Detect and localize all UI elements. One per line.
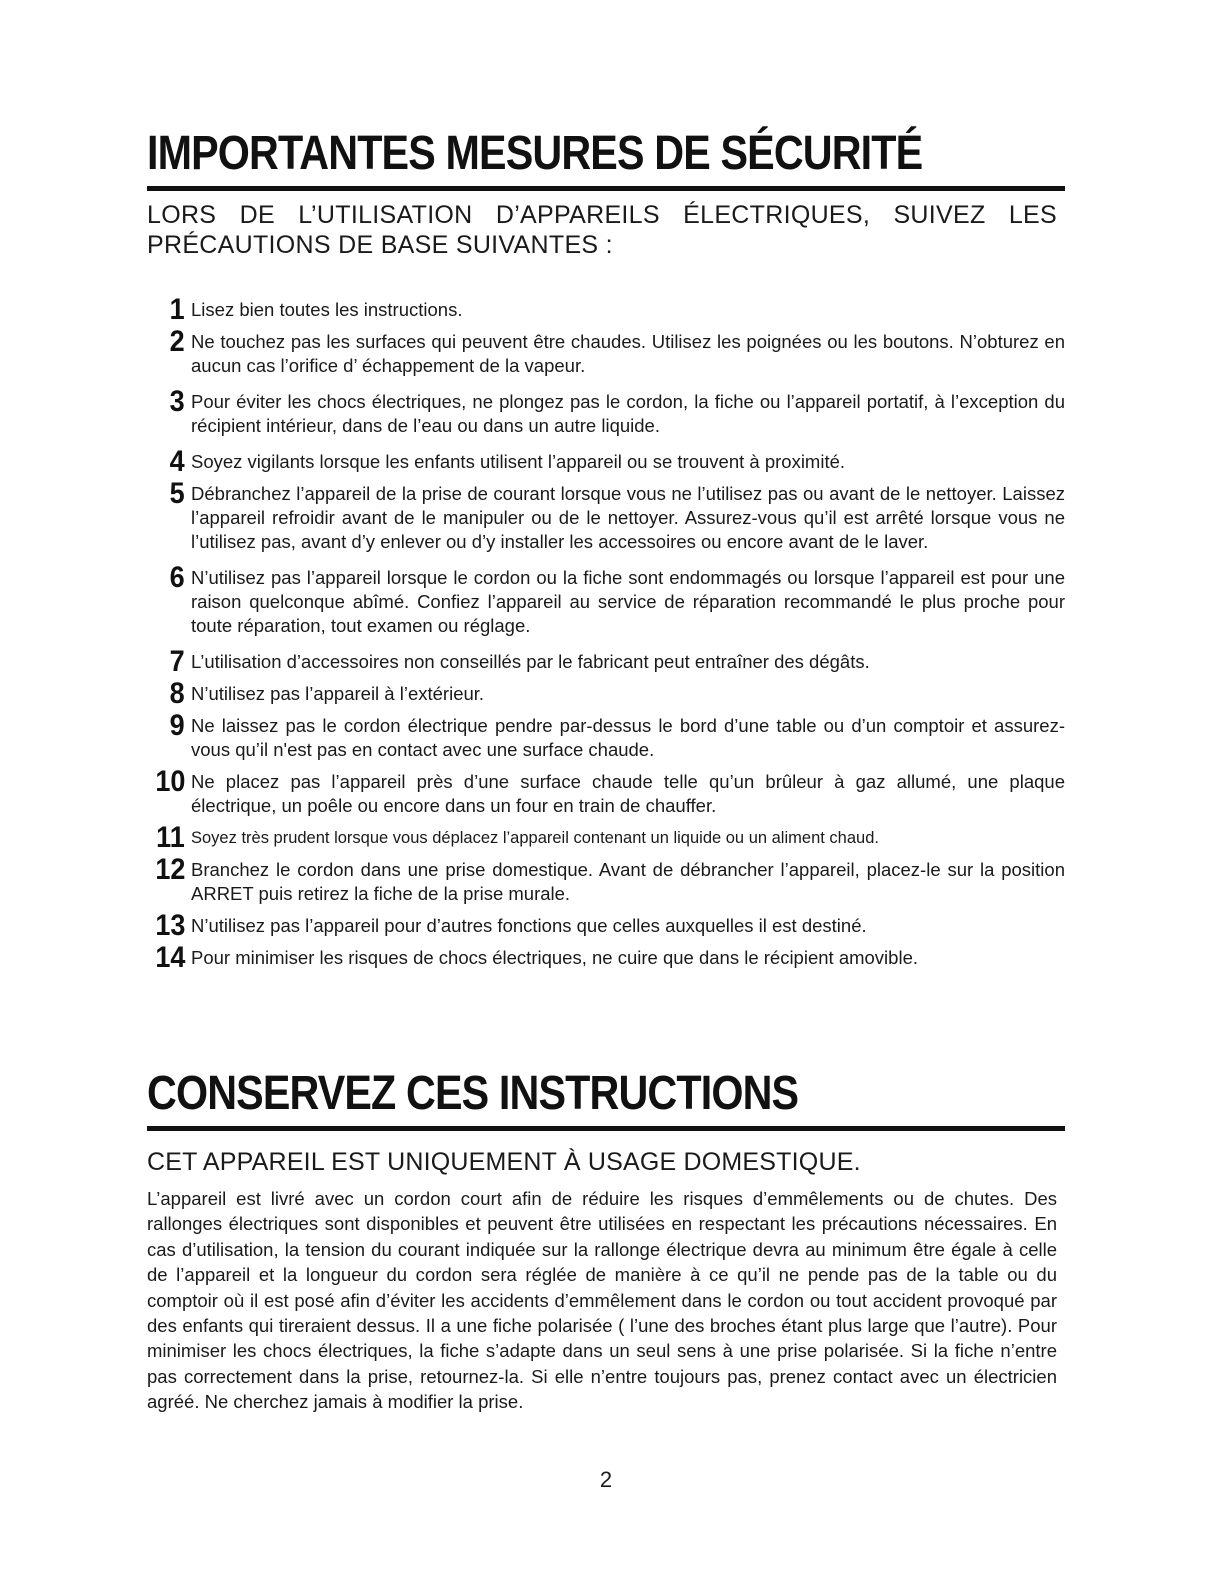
item-text: Débranchez l’appareil de la prise de courant lorsque vous ne l’utilisez pas ou avant de le nettoyer. Laissez l’appareil refroidir avant de le manipuler ou de le nettoyer. Assurez-vous qu’il est arrêté lorsque vous ne l’utilisez pas, avant d’y enlever ou d’y installer les accessoires ou encore avant de le laver. xyxy=(191,483,1065,552)
item-text: Soyez vigilants lorsque les enfants utilisent l’appareil ou se trouvent à proximité. xyxy=(191,451,846,472)
page-number: 2 xyxy=(599,1467,613,1492)
list-item xyxy=(147,561,1065,638)
list-item xyxy=(147,293,1065,326)
list-item xyxy=(147,445,1065,478)
item-number: 5 xyxy=(169,477,185,510)
item-number: 12 xyxy=(154,853,185,886)
item-number: 3 xyxy=(169,385,185,418)
item-number: 11 xyxy=(156,821,185,854)
item-number: 6 xyxy=(169,561,185,594)
item-number: 2 xyxy=(169,325,185,358)
list-item xyxy=(147,941,1065,974)
item-number: 8 xyxy=(169,677,185,710)
list-item xyxy=(147,385,1065,438)
item-text: Pour éviter les chocs électriques, ne plongez pas le cordon, la fiche ou l’appareil portatif, à l’exception du récipient intérieur, dans de l’eau ou dans un autre liquide. xyxy=(191,391,1065,436)
item-number: 9 xyxy=(169,709,185,742)
list-item xyxy=(147,477,1065,554)
item-number: 1 xyxy=(169,293,185,326)
item-text: N’utilisez pas l’appareil à l’extérieur. xyxy=(191,683,485,704)
list-item xyxy=(147,677,1065,710)
item-text: Branchez le cordon dans une prise domestique. Avant de débrancher l’appareil, placez-le sur la position ARRET puis retirez la fiche de la prise murale. xyxy=(191,859,1065,904)
page-title: IMPORTANTES MESURES DE SÉCURITÉ xyxy=(147,127,923,180)
safety-instructions-list xyxy=(147,293,1065,978)
list-item xyxy=(147,709,1065,762)
save-divider xyxy=(147,1126,1065,1131)
power-cord-paragraph: L’appareil est livré avec un cordon court afin de réduire les risques d’emmêlements ou de chutes. Des rallonges électriques sont disponibles et peuvent être utilisées en respectant les précautions nécessaires. En cas d’utilisation, la tension du courant indiquée sur la rallonge électrique devra au minimum être égale à celle de l’appareil et la longueur du cordon sera réglée de manière à ce qu’il ne pende pas de la table ou du comptoir où il est posé afin d’éviter les accidents d’emmêlement dans le cordon ou tout accident provoqué par des enfants qui tireraient dessus. Il a une fiche polarisée ( l’une des broches étant plus large que l’autre). Pour minimiser les chocs électriques, la fiche s’adapte dans un seul sens à une prise polarisée. Si la fiche n’entre pas correctement dans la prise, retournez-la. Si elle n’entre toujours pas, prenez contact avec un électricien agréé. Ne cherchez jamais à modifier la prise. xyxy=(147,1188,1057,1413)
item-number: 14 xyxy=(154,941,185,974)
item-text: Ne touchez pas les surfaces qui peuvent être chaudes. Utilisez les poignées ou les boutons. N’obturez en aucun cas l’orifice d’ échappement de la vapeur. xyxy=(191,331,1065,376)
item-text: Lisez bien toutes les instructions. xyxy=(191,299,463,320)
item-text: Pour minimiser les risques de chocs électriques, ne cuire que dans le récipient amovible. xyxy=(191,947,918,968)
item-number: 10 xyxy=(154,765,185,798)
item-number: 13 xyxy=(154,909,185,942)
item-text: Soyez très prudent lorsque vous déplacez l’appareil contenant un liquide ou un aliment chaud. xyxy=(191,829,879,847)
list-item xyxy=(147,765,1065,818)
list-item xyxy=(147,645,1065,678)
item-text: Ne placez pas l’appareil près d’une surface chaude telle qu’un brûleur à gaz allumé, une plaque électrique, un poêle ou encore dans un four en train de chauffer. xyxy=(191,771,1065,816)
item-text: N’utilisez pas l’appareil lorsque le cordon ou la fiche sont endommagés ou lorsque l’appareil est pour une raison quelconque abîmé. Confiez l’appareil au service de réparation recommandé le plus proche pour toute réparation, tout examen ou réglage. xyxy=(191,567,1065,636)
save-instructions-heading: CONSERVEZ CES INSTRUCTIONS xyxy=(147,1067,799,1120)
item-number: 7 xyxy=(169,645,185,678)
item-text: Ne laissez pas le cordon électrique pendre par-dessus le bord d’une table ou d’un comptoir et assurez-vous qu’il n'est pas en contact avec une surface chaude. xyxy=(191,715,1065,760)
title-divider xyxy=(147,186,1065,191)
list-item xyxy=(147,909,1065,942)
item-text: N’utilisez pas l’appareil pour d’autres fonctions que celles auxquelles il est destiné. xyxy=(191,915,867,936)
list-item xyxy=(147,853,1065,906)
household-use-notice: CET APPAREIL EST UNIQUEMENT À USAGE DOMESTIQUE. xyxy=(147,1148,861,1176)
list-item xyxy=(147,325,1065,378)
item-number: 4 xyxy=(169,445,185,478)
list-item xyxy=(147,821,1065,854)
safety-subtitle: LORS DE L’UTILISATION D’APPAREILS ÉLECTRIQUES, SUIVEZ LES PRÉCAUTIONS DE BASE SUIVANTES : xyxy=(147,201,1057,259)
item-text: L’utilisation d’accessoires non conseillés par le fabricant peut entraîner des dégâts. xyxy=(191,651,870,672)
